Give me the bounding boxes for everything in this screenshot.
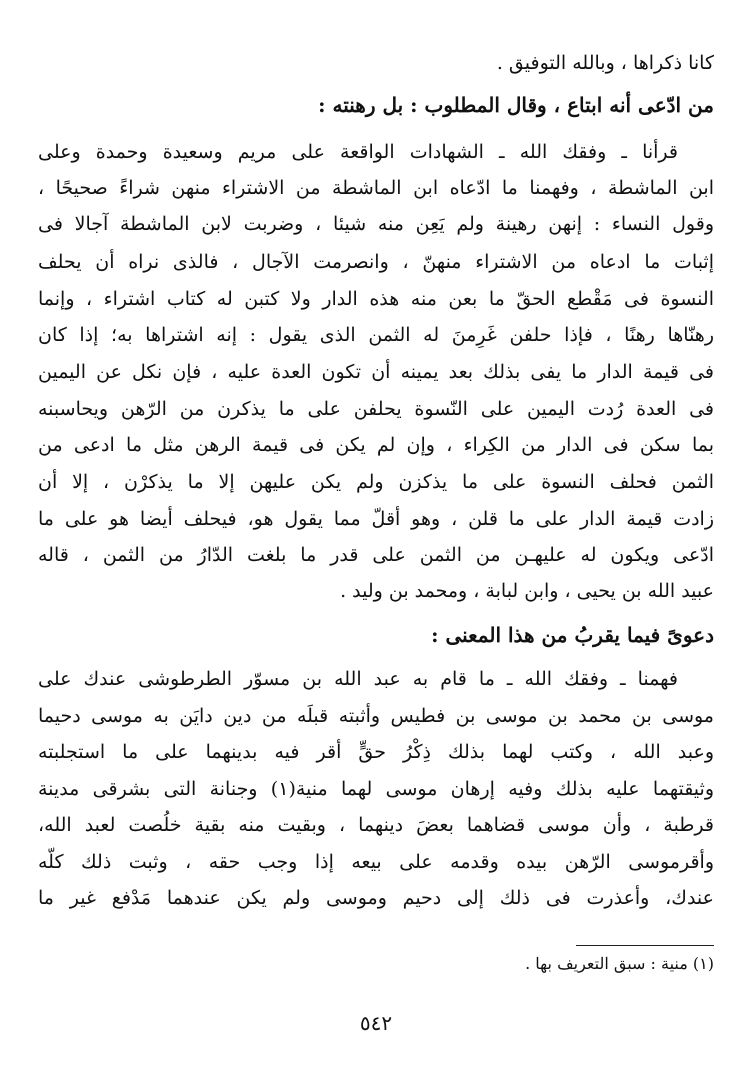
text-line: الثمن فحلف النسوة على ما يذكزن ولم يكن عليهن إلا ما يذكرْن ، إلا أن: [38, 471, 714, 493]
text-line: النسوة فى مَقْطع الحقّ ما بعن منه هذه الدار ولا كتبن له كتاب اشتراء ، وإنما: [38, 288, 714, 310]
text-line: فى العدة رُدت اليمين على النّسوة يحلفن على ما يذكرن من الرّهن ويحاسبنه: [38, 398, 714, 420]
text-line: فى قيمة الدار ما يفى بذلك بعد يمينه أن تكون العدة عليه ، فإن نكل عن اليمين: [38, 361, 714, 383]
text-line: عبيد الله بن يحيى ، وابن لبابة ، ومحمد بن وليد .: [340, 580, 714, 602]
page-number: ٥٤٢: [359, 1011, 393, 1035]
text-line: فهمنا ـ وفقك الله ـ ما قام به عبد الله بن مسوّر الطرطوشى عندك على: [38, 668, 678, 690]
text-line: وعبد الله ، وكتب لهما بذلك ذِكْرُ حقٍّ أقر فيه بدينهما على ما استجلبته: [38, 741, 714, 763]
footnote-divider: [576, 945, 714, 946]
text-line: موسى بن محمد بن موسى بن فطيس وأثبته قبلَه من دين دايَن به موسى دحيما: [38, 705, 714, 727]
text-line: وثيقتهما عليه بذلك وفيه إرهان موسى لهما منية(١) وجنانة التى بشرقى مدينة: [38, 778, 714, 800]
text-line: ابن الماشطة ، وفهمنا ما ادّعاه ابن الماشطة من الاشتراء منهن شراءً صحيحًا ،: [38, 177, 714, 199]
section-heading: دعوىً فيما يقربُ من هذا المعنى :: [431, 623, 714, 647]
text-line: ادّعى ويكون له عليهـن من الثمن على قدر ما بلغت الدّارُ من الثمن ، قاله: [38, 544, 714, 566]
text-line: زادت قيمة الدار على ما قلن ، وهو أقلّ مما يقول هو، فيحلف أيضا هو على ما: [38, 508, 714, 530]
text-line: وقول النساء : إنهن رهينة ولم يَعِن منه شيئا ، وضربت لابن الماشطة آجالا فى: [38, 213, 714, 235]
text-line: قرأنا ـ وفقك الله ـ الشهادات الواقعة على مريم وسعيدة وحمدة وعلى: [38, 141, 678, 163]
section-heading: من ادّعى أنه ابتاع ، وقال المطلوب : بل رهنته :: [318, 93, 714, 117]
text-line: بما سكن فى الدار من الكِراء ، وإن لم يكن فى قيمة الرهن مثل ما ادعى من: [38, 434, 714, 456]
text-line: إثبات ما ادعاه من الاشتراء منهنّ ، وانصرمت الآجال ، فالذى نراه أن يحلف: [38, 251, 714, 273]
footnote: (١) منية : سبق التعريف بها .: [525, 954, 714, 973]
text-line: رهنّاها رهنًا ، فإذا حلفن غَرِمنَ له الثمن الذى يقول : إنه اشتراها به؛ إذا كان: [38, 324, 714, 346]
text-line: قرطبة ، وأن موسى قضاهما بعضَ دينهما ، وبقيت منه بقية خلُصت لعبد الله،: [38, 814, 714, 836]
text-line: كانا ذكراها ، وبالله التوفيق .: [496, 52, 714, 74]
text-line: عندك، وأعذرت فى ذلك إلى دحيم وموسى ولم يكن عندهما مَدْفع غير ما: [38, 887, 714, 909]
text-line: وأقرموسى الرّهن بيده وقدمه على بيعه إذا وجب حقه ، وثبت ذلك كلّه: [38, 851, 714, 873]
